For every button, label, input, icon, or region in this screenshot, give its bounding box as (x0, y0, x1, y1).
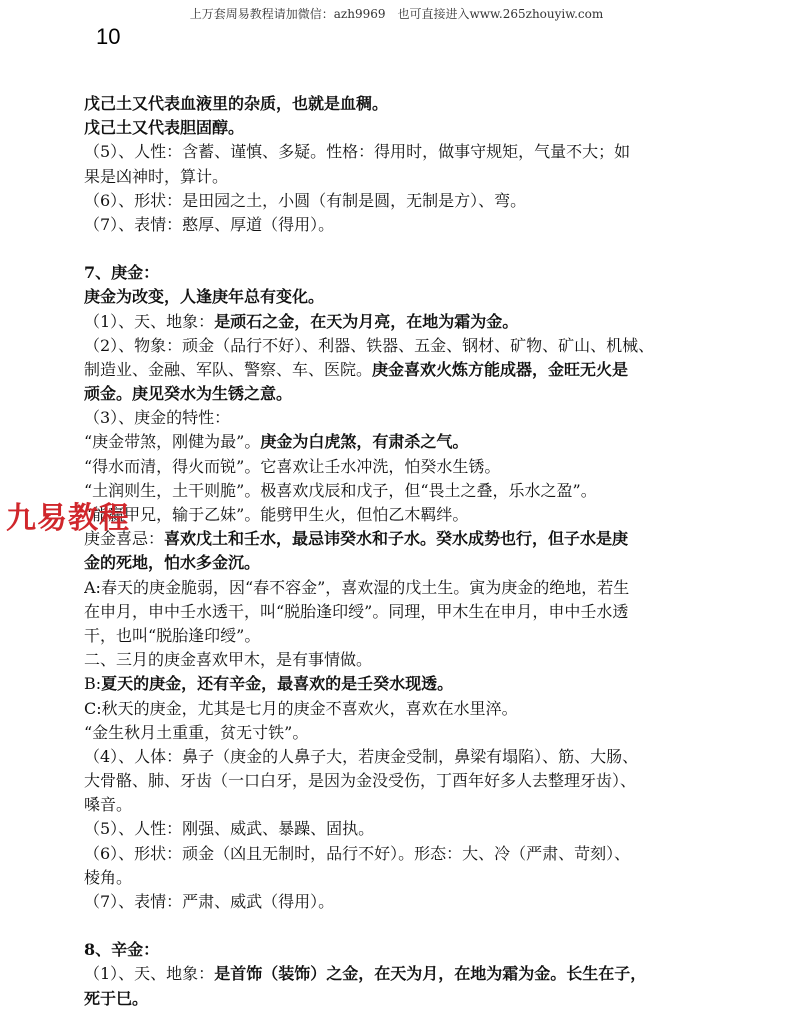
text-span: 干，也叫“脱胎逢印绶”。 (84, 625, 261, 645)
bold-text: 戊己土又代表胆固醇。 (84, 118, 245, 138)
text-line (84, 697, 724, 721)
text-span: 二、三月的庚金喜欢甲木，是有事情做。 (84, 650, 373, 670)
text-span: C:秋天的庚金，尤其是七月的庚金不喜欢火，喜欢在水里淬。 (84, 698, 518, 718)
text-line (84, 672, 724, 696)
text-span: （7）、表情：严肃、威武（得用）。 (84, 892, 335, 911)
page-header: 上万套周易教程请加微信：azh9969 也可直接进入www.265zhouyiw.com (189, 7, 604, 21)
text-line (84, 310, 724, 334)
text-span: “能赢甲兄，输于乙妹”。能劈甲生火，但怕乙木羁绊。 (84, 505, 469, 524)
text-span: 庚金喜忌： (84, 529, 165, 549)
text-span: （3）、庚金的特性： (84, 408, 231, 428)
text-line (84, 358, 724, 382)
blank-line (84, 237, 724, 261)
bold-text: 喜欢戊土和壬水，最忌讳癸水和子水。癸水成势也行，但子水是庚 (164, 529, 629, 549)
page-number: 10 (96, 24, 121, 49)
bold-text: 顽金。庚见癸水为生锈之意。 (84, 384, 293, 404)
text-line (84, 648, 724, 672)
text-line (84, 189, 724, 213)
bold-text: 8、辛金： (84, 940, 160, 960)
text-line (84, 92, 724, 116)
text-span: （7）、表情：憨厚、厚道（得用）。 (84, 214, 335, 234)
text-span: A:春天的庚金脆弱，因“春不容金”，喜欢湿的戊土生。寅为庚金的绝地，若生 (84, 577, 630, 597)
text-span: （6）、形状：是田园之土，小圆（有制是圆，无制是方）、弯。 (84, 190, 527, 210)
text-span: B: (84, 674, 102, 694)
text-span: 嗓音。 (84, 795, 133, 815)
text-line (84, 938, 724, 962)
text-line (84, 479, 724, 503)
text-span: 制造业、金融、军队、警察、车、医院。 (84, 359, 373, 379)
text-span: “庚金带煞，刚健为最”。 (84, 432, 261, 452)
text-line (84, 213, 724, 237)
text-span: “金生秋月土重重，贫无寸铁”。 (84, 722, 309, 742)
text-span: （1）、天、地象： (84, 964, 215, 984)
text-line (84, 551, 724, 575)
text-line (84, 285, 724, 309)
text-span: （6）、形状：顽金（凶且无制时，品行不好）。形态：大、冷（严肃、苛刻）、 (84, 843, 631, 863)
text-line (84, 721, 724, 745)
text-line (84, 382, 724, 406)
text-span: 棱角。 (84, 867, 133, 887)
text-span: “土润则生，土干则脆”。极喜欢戊辰和戊子，但“畏土之叠，乐水之盈”。 (84, 480, 597, 500)
text-span: （5）、人性：含蓄、谨慎、多疑。性格：得用时，做事守规矩，气量不大；如 (84, 142, 631, 162)
text-line (84, 430, 724, 454)
text-line (84, 745, 724, 769)
text-line (84, 624, 724, 648)
bold-text: 夏天的庚金，还有辛金，最喜欢的是壬癸水现透。 (101, 674, 454, 694)
text-line (84, 503, 724, 527)
text-line (84, 769, 724, 793)
text-span: （5）、人性：刚强、威武、暴躁、固执。 (84, 819, 375, 839)
text-line (84, 140, 724, 164)
watermark-logo: 九易教程 (6, 501, 130, 536)
text-line (84, 890, 724, 914)
text-span: 果是凶神时，算计。 (84, 166, 229, 186)
text-line (84, 576, 724, 600)
text-line (84, 116, 724, 140)
text-span: （4）、人体：鼻子（庚金的人鼻子大，若庚金受制，鼻梁有塌陷）、筋、大肠、 (84, 746, 639, 766)
text-line (84, 817, 724, 841)
bold-text: 庚金喜欢火炼方能成器，金旺无火是 (372, 359, 629, 379)
text-span: “得水而清，得火而锐”。它喜欢让壬水冲洗，怕癸水生锈。 (84, 456, 501, 476)
text-span: 大骨骼、肺、牙齿（一口白牙，是因为金没受伤，丁酉年好多人去整理牙齿）、 (84, 771, 637, 791)
bold-text: 7、庚金： (84, 263, 160, 283)
bold-text: 庚金为白虎煞，有肃杀之气。 (260, 432, 469, 452)
text-line (84, 406, 724, 430)
text-line (84, 165, 724, 189)
bold-text: 是顽石之金，在天为月亮，在地为霜为金。 (214, 311, 519, 331)
bold-text: 死于巳。 (84, 988, 149, 1008)
text-line (84, 987, 724, 1011)
bold-text: 庚金为改变，人逢庚年总有变化。 (84, 287, 325, 307)
document-body (84, 92, 724, 1011)
text-line (84, 334, 724, 358)
text-line (84, 962, 724, 986)
text-line (84, 261, 724, 285)
bold-text: 戊己土又代表血液里的杂质，也就是血稠。 (84, 94, 389, 113)
text-line (84, 793, 724, 817)
blank-line (84, 914, 724, 938)
text-span: 在申月，申中壬水透干，叫“脱胎逢印绶”。同理，甲木生在申月，申中壬水透 (84, 601, 629, 621)
text-line (84, 527, 724, 551)
text-line (84, 600, 724, 624)
bold-text: 金的死地，怕水多金沉。 (84, 553, 261, 573)
bold-text: 是首饰（装饰）之金，在天为月，在地为霜为金。长生在子， (214, 964, 647, 984)
text-line (84, 842, 724, 866)
text-span: （2）、物象：顽金（品行不好）、利器、铁器、五金、钢材、矿物、矿山、机械、 (84, 335, 655, 355)
text-line (84, 866, 724, 890)
text-line (84, 455, 724, 479)
text-span: （1）、天、地象： (84, 311, 215, 331)
